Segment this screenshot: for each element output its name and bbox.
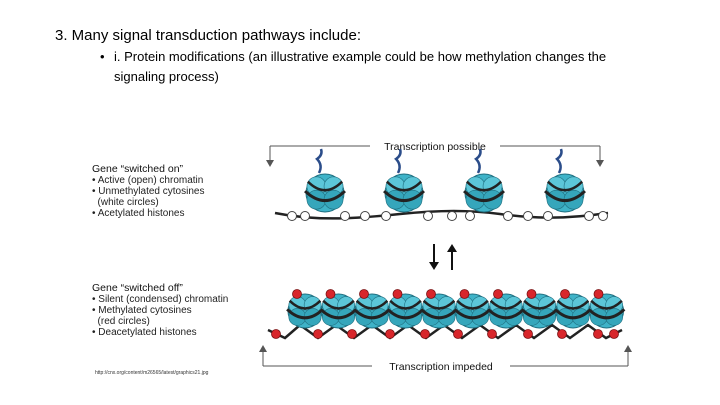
nucleosome-open bbox=[384, 174, 424, 212]
methylated-cytosine bbox=[610, 330, 619, 339]
bottom-banner bbox=[259, 345, 632, 373]
nucleosome-closed bbox=[287, 294, 323, 328]
methylated-cytosine bbox=[594, 330, 603, 339]
unmethylated-cytosine bbox=[382, 212, 391, 221]
off-item-3: (red circles) bbox=[92, 316, 150, 327]
top-banner-label: Transcription possible bbox=[384, 141, 486, 153]
nucleosome-closed bbox=[321, 294, 357, 328]
off-item-4: • Deacetylated histones bbox=[92, 327, 197, 338]
on-item-1: • Active (open) chromatin bbox=[92, 175, 204, 186]
nucleosome-closed bbox=[522, 294, 558, 328]
methylated-cytosine bbox=[524, 330, 533, 339]
on-item-2: • Unmethylated cytosines bbox=[92, 186, 205, 197]
unmethylated-cytosine bbox=[361, 212, 370, 221]
unmethylated-cytosine bbox=[599, 212, 608, 221]
methylated-cytosine bbox=[488, 330, 497, 339]
methylated-cytosine bbox=[386, 330, 395, 339]
nucleosome-closed bbox=[589, 294, 625, 328]
unmethylated-cytosine bbox=[504, 212, 513, 221]
methylated-cytosine bbox=[326, 290, 335, 299]
unmethylated-cytosine bbox=[585, 212, 594, 221]
switch-arrows bbox=[429, 244, 457, 270]
closed-chromatin bbox=[268, 290, 624, 339]
unmethylated-cytosine bbox=[466, 212, 475, 221]
unmethylated-cytosine bbox=[341, 212, 350, 221]
unmethylated-cytosine bbox=[544, 212, 553, 221]
on-title: Gene “switched on” bbox=[92, 163, 184, 175]
nucleosome-closed bbox=[555, 294, 591, 328]
unmethylated-cytosine bbox=[288, 212, 297, 221]
bullet-dot-icon: • bbox=[100, 49, 105, 64]
histone-tail bbox=[317, 149, 322, 173]
off-item-2: • Methylated cytosines bbox=[92, 305, 192, 316]
unmethylated-cytosine bbox=[524, 212, 533, 221]
bullet-line-2: signaling process) bbox=[114, 69, 219, 84]
nucleosome-closed bbox=[388, 294, 424, 328]
open-chromatin bbox=[275, 149, 608, 221]
on-item-4: • Acetylated histones bbox=[92, 208, 185, 219]
methylated-cytosine bbox=[494, 290, 503, 299]
nucleosome-open bbox=[545, 174, 585, 212]
methylated-cytosine bbox=[460, 290, 469, 299]
unmethylated-cytosine bbox=[448, 212, 457, 221]
nucleosome-closed bbox=[455, 294, 491, 328]
methylated-cytosine bbox=[360, 290, 369, 299]
bottom-banner-label: Transcription impeded bbox=[389, 361, 493, 373]
slide-heading: 3. Many signal transduction pathways include: bbox=[55, 27, 362, 44]
histone-tail bbox=[557, 149, 562, 173]
methylated-cytosine bbox=[427, 290, 436, 299]
unmethylated-cytosine bbox=[301, 212, 310, 221]
off-title: Gene “switched off” bbox=[92, 282, 183, 294]
nucleosome-open bbox=[464, 174, 504, 212]
methylated-cytosine bbox=[558, 330, 567, 339]
nucleosome-closed bbox=[354, 294, 390, 328]
off-item-1: • Silent (condensed) chromatin bbox=[92, 294, 229, 305]
methylated-cytosine bbox=[348, 330, 357, 339]
methylated-cytosine bbox=[272, 330, 281, 339]
methylated-cytosine bbox=[594, 290, 603, 299]
methylated-cytosine bbox=[393, 290, 402, 299]
methylated-cytosine bbox=[454, 330, 463, 339]
methylated-cytosine bbox=[527, 290, 536, 299]
nucleosome-closed bbox=[421, 294, 457, 328]
figure-source-url: http://cnx.org/content/m26565/latest/graphics21.jpg bbox=[95, 370, 209, 376]
on-item-3: (white circles) bbox=[92, 197, 159, 208]
nucleosome-open bbox=[305, 174, 345, 212]
bullet-line-1: i. Protein modifications (an illustrative example could be how methylation changes the bbox=[114, 49, 607, 64]
top-banner bbox=[266, 141, 604, 167]
unmethylated-cytosine bbox=[424, 212, 433, 221]
methylated-cytosine bbox=[561, 290, 570, 299]
methylated-cytosine bbox=[421, 330, 430, 339]
methylated-cytosine bbox=[314, 330, 323, 339]
methylated-cytosine bbox=[293, 290, 302, 299]
nucleosome-closed bbox=[488, 294, 524, 328]
